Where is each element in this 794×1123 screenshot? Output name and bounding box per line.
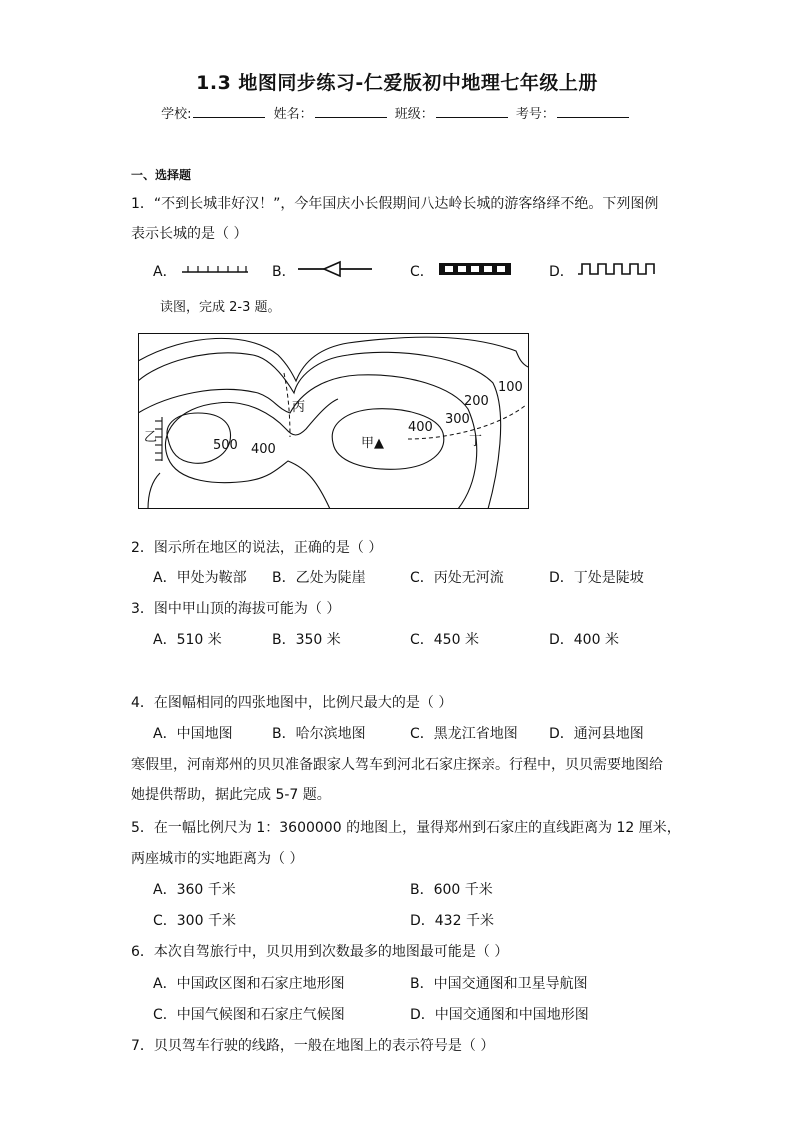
name-label: 姓名： <box>273 107 313 122</box>
name-blank[interactable] <box>315 105 387 118</box>
map-label-ding: 丁 <box>469 434 483 449</box>
class-label: 班级： <box>394 107 434 122</box>
school-label: 学校: <box>161 107 192 122</box>
map-label-500: 500 <box>213 438 238 453</box>
q6-option-d[interactable]: D．中国交通图和中国地形图 <box>410 1007 589 1023</box>
q5-option-c[interactable]: C．300 千米 <box>153 913 236 929</box>
student-info-line <box>0 103 794 122</box>
section-title: 一、选择题 <box>131 168 192 182</box>
q2-option-c[interactable]: C．丙处无河流 <box>410 570 504 586</box>
square-wave-symbol-icon <box>577 261 657 277</box>
map-label-bing: 丙 <box>292 400 306 415</box>
map-label-yi: 乙 <box>144 430 158 445</box>
q2-option-b[interactable]: B．乙处为陡崖 <box>272 570 366 586</box>
q6-option-a[interactable]: A．中国政区图和石家庄地形图 <box>153 976 345 992</box>
intro-2-3: 读图，完成 2-3 题。 <box>160 300 281 315</box>
great-wall-symbol-icon <box>436 262 516 276</box>
q4-option-d[interactable]: D．通河县地图 <box>549 726 644 742</box>
q1-stem-line2: 表示长城的是（ ） <box>131 226 248 242</box>
q4-option-b[interactable]: B．哈尔滨地图 <box>272 726 366 742</box>
q6-option-c[interactable]: C．中国气候图和石家庄气候图 <box>153 1007 345 1023</box>
q2-option-a[interactable]: A．甲处为鞍部 <box>153 570 247 586</box>
class-blank[interactable] <box>436 105 508 118</box>
q1-option-d[interactable]: D． <box>549 264 574 280</box>
intro-5-7-line1: 寒假里，河南郑州的贝贝准备跟家人驾车到河北石家庄探亲。行程中，贝贝需要地图给 <box>131 757 663 773</box>
exam-no-label: 考号： <box>515 107 555 122</box>
q5-stem-line1: 5．在一幅比例尺为 1：3600000 的地图上，量得郑州到石家庄的直线距离为 12 厘米， <box>131 820 681 836</box>
q1-option-c[interactable]: C． <box>410 264 434 280</box>
q5-option-b[interactable]: B．600 千米 <box>410 882 493 898</box>
q6-stem: 6．本次自驾旅行中，贝贝用到次数最多的地图最可能是（ ） <box>131 944 509 960</box>
q2-option-d[interactable]: D．丁处是陡坡 <box>549 570 644 586</box>
q4-option-a[interactable]: A．中国地图 <box>153 726 233 742</box>
map-label-jia: 甲▲ <box>361 436 384 451</box>
q7-stem: 7．贝贝驾车行驶的线路，一般在地图上的表示符号是（ ） <box>131 1038 495 1054</box>
map-label-200: 200 <box>464 394 489 409</box>
q5-option-a[interactable]: A．360 千米 <box>153 882 236 898</box>
exam-no-blank[interactable] <box>557 105 629 118</box>
contour-map <box>138 333 529 509</box>
map-label-400-right: 400 <box>408 420 433 435</box>
q6-option-b[interactable]: B．中国交通图和卫星导航图 <box>410 976 588 992</box>
q3-option-a[interactable]: A．510 米 <box>153 632 222 648</box>
q4-option-c[interactable]: C．黑龙江省地图 <box>410 726 518 742</box>
q1-stem-line1: 1．“不到长城非好汉！”，今年国庆小长假期间八达岭长城的游客络绎不绝。下列图例 <box>131 196 659 212</box>
q3-stem: 3．图中甲山顶的海拔可能为（ ） <box>131 601 341 617</box>
q1-option-b[interactable]: B． <box>272 264 296 280</box>
page-title: 1.3 地图同步练习-仁爱版初中地理七年级上册 <box>196 72 598 94</box>
q4-stem: 4．在图幅相同的四张地图中，比例尺最大的是（ ） <box>131 695 453 711</box>
intro-5-7-line2: 她提供帮助，据此完成 5-7 题。 <box>131 787 331 803</box>
q5-stem-line2: 两座城市的实地距离为（ ） <box>131 851 304 867</box>
q2-stem: 2．图示所在地区的说法，正确的是（ ） <box>131 540 383 556</box>
q3-option-d[interactable]: D．400 米 <box>549 632 619 648</box>
q1-option-a[interactable]: A． <box>153 264 177 280</box>
map-label-400-left: 400 <box>251 442 276 457</box>
q3-option-b[interactable]: B．350 米 <box>272 632 341 648</box>
arrow-boundary-symbol-icon <box>296 259 374 279</box>
school-blank[interactable] <box>193 105 265 118</box>
q3-option-c[interactable]: C．450 米 <box>410 632 479 648</box>
map-label-300: 300 <box>445 412 470 427</box>
map-label-100: 100 <box>498 380 523 395</box>
railway-symbol-icon <box>180 262 250 276</box>
q5-option-d[interactable]: D．432 千米 <box>410 913 494 929</box>
